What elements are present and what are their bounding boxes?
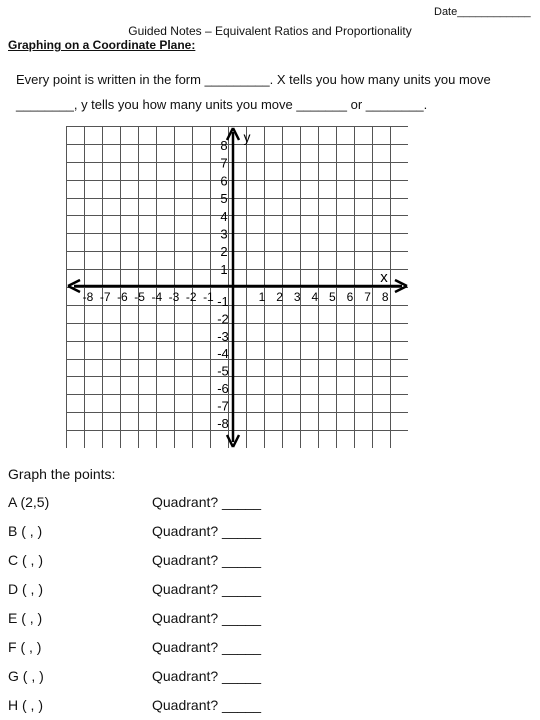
page-title: Guided Notes – Equivalent Ratios and Proportionality — [128, 24, 412, 38]
point-label: B ( , ) — [8, 523, 43, 539]
point-label: H ( , ) — [8, 697, 43, 713]
x-tick-label: -8 — [82, 290, 94, 304]
x-tick-label: 5 — [329, 290, 336, 304]
point-label: A (2,5) — [8, 494, 50, 510]
y-tick-label: 4 — [220, 208, 228, 224]
y-tick-label: -1 — [217, 294, 229, 309]
section-heading: Graphing on a Coordinate Plane: — [8, 38, 196, 52]
y-axis-label: y — [243, 129, 251, 145]
x-tick-label: -6 — [117, 290, 128, 304]
quadrant-prompt: Quadrant? _____ — [152, 639, 261, 655]
x-tick-label: 8 — [381, 290, 389, 304]
y-tick-label: -7 — [217, 398, 229, 414]
point-label: D ( , ) — [8, 581, 43, 597]
y-tick-label: -8 — [217, 415, 229, 431]
x-tick-label: 3 — [293, 290, 301, 304]
x-tick-label: 6 — [346, 290, 354, 304]
graph-points-prompt: Graph the points: — [8, 466, 116, 482]
quadrant-prompt: Quadrant? _____ — [152, 668, 261, 684]
date-line: Date____________ — [434, 6, 531, 18]
y-tick-label: -2 — [217, 311, 229, 327]
notes-line-2: ________, y tells you how many units you move _______ or ________. — [16, 97, 428, 112]
point-label: E ( , ) — [8, 610, 43, 626]
x-tick-label: -5 — [134, 290, 145, 304]
x-tick-label: -3 — [168, 290, 180, 304]
quadrant-prompt: Quadrant? _____ — [152, 581, 261, 597]
y-tick-label: -5 — [217, 363, 229, 379]
x-tick-label: -7 — [99, 290, 111, 304]
x-tick-label: -4 — [151, 290, 163, 304]
coordinate-plane — [66, 126, 408, 448]
x-axis-label: x — [380, 269, 388, 286]
x-tick-label: -2 — [185, 290, 197, 304]
y-tick-label: 7 — [220, 155, 228, 171]
y-tick-label: 6 — [220, 173, 228, 189]
quadrant-prompt: Quadrant? _____ — [152, 552, 261, 568]
y-tick-label: 1 — [220, 261, 228, 277]
quadrant-prompt: Quadrant? _____ — [152, 610, 261, 626]
x-tick-label: 1 — [258, 290, 266, 304]
x-tick-label: 7 — [364, 290, 371, 304]
point-label: F ( , ) — [8, 639, 42, 655]
point-label: G ( , ) — [8, 668, 44, 684]
y-tick-label: 5 — [220, 191, 228, 207]
quadrant-prompt: Quadrant? _____ — [152, 697, 261, 713]
quadrant-prompt: Quadrant? _____ — [152, 494, 261, 510]
y-tick-label: 2 — [220, 244, 228, 260]
y-tick-label: -4 — [217, 346, 229, 362]
point-label: C ( , ) — [8, 552, 43, 568]
y-tick-label: 3 — [220, 226, 228, 242]
x-tick-label: 4 — [311, 290, 319, 304]
coordinate-grid — [66, 126, 408, 448]
y-tick-label: 8 — [220, 138, 228, 153]
notes-line-1: Every point is written in the form _________. X tells you how many units you move — [16, 72, 491, 87]
y-tick-label: -6 — [217, 381, 229, 396]
quadrant-prompt: Quadrant? _____ — [152, 523, 261, 539]
x-tick-label: 2 — [276, 290, 283, 304]
y-tick-label: -3 — [217, 328, 229, 344]
x-tick-label: -1 — [203, 290, 214, 304]
